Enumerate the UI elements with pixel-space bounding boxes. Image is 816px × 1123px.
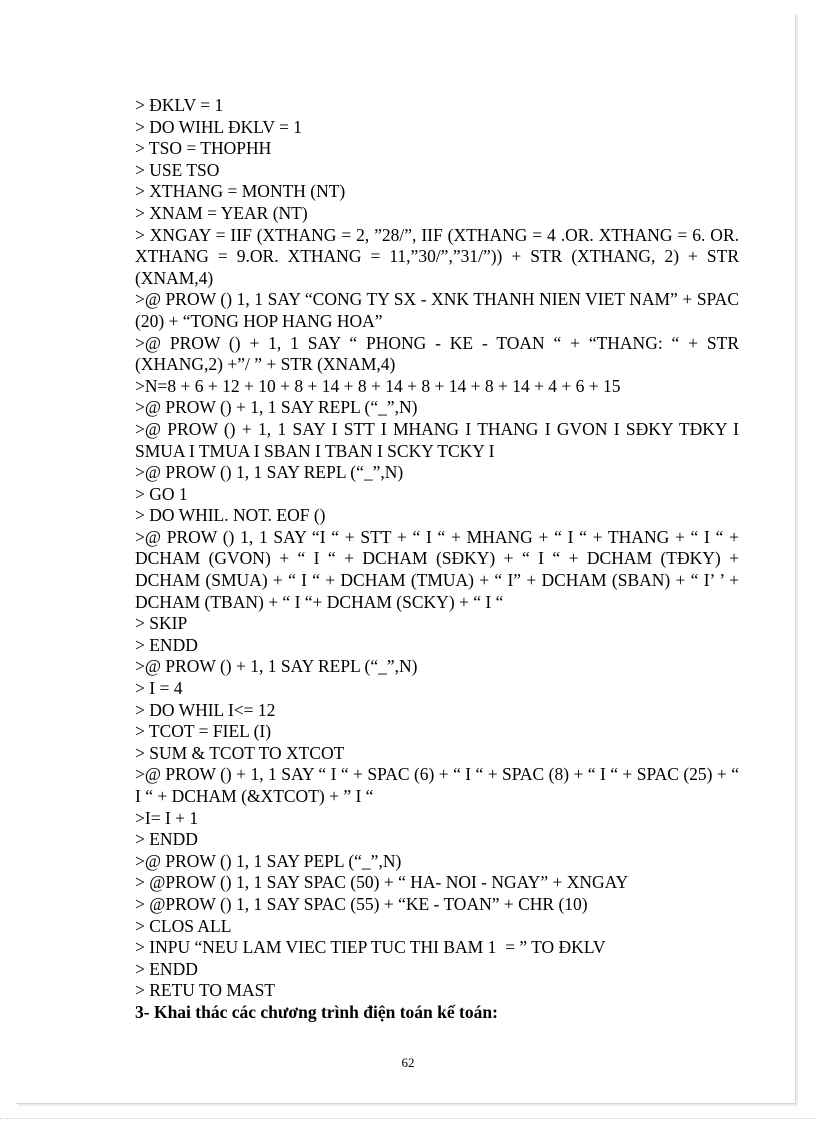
code-line-repl: >@ PROW () + 1, 1 SAY REPL (“_”,N) xyxy=(135,397,418,418)
code-line: > ENDD xyxy=(135,634,198,655)
code-line: > TSO = THOPHH xyxy=(135,138,272,159)
code-paragraph-table-row: >@ PROW () 1, 1 SAY “I “ + STT + “ I “ + MHANG + “ I “ + THANG + “ I “ + DCHAM (GVON) + “ I “ + DCHAM (SĐKY) + “ I “ + DCHAM (TĐKY) + DCHAM (SMUA) + “ I “ + DCHAM (TMUA) + “ I” + DCHAM (SBAN) + “ I’ ’ + DCHAM (TBAN) + “ I “+ DCHAM (SCKY) + “ I “ xyxy=(135,526,739,612)
code-line: > SKIP xyxy=(135,613,188,634)
code-line: > DO WHIL I<= 12 xyxy=(135,699,276,720)
page-number: 62 xyxy=(401,1055,415,1070)
code-paragraph-prow-month: >@ PROW () + 1, 1 SAY “ PHONG - KE - TOAN “ + “THANG: “ + STR (XHANG,2) +”/ ” + STR (XNAM,4) xyxy=(135,332,739,375)
code-line: > SUM & TCOT TO XTCOT xyxy=(135,742,345,763)
code-line: > XNAM = YEAR (NT) xyxy=(135,202,308,223)
code-line: > @PROW () 1, 1 SAY SPAC (50) + “ HA- NOI - NGAY” + XNGAY xyxy=(135,872,629,893)
code-line: >@ PROW () 1, 1 SAY REPL (“_”,N) xyxy=(135,462,404,483)
code-line: > INPU “NEU LAM VIEC TIEP TUC THI BAM 1 = ” TO ĐKLV xyxy=(135,937,606,958)
code-paragraph-table-header: >@ PROW () + 1, 1 SAY I STT I MHANG I THANG I GVON I SĐKY TĐKY I SMUA I TMUA I SBAN I TBAN I SCKY TCKY I xyxy=(135,418,739,461)
code-line: > ENDD xyxy=(135,829,198,850)
document-body xyxy=(135,95,739,1024)
code-line: >@ PROW () 1, 1 SAY PEPL (“_”,N) xyxy=(135,850,402,871)
code-paragraph-xngay: > XNGAY = IIF (XTHANG = 2, ”28/”, IIF (XTHANG = 4 .OR. XTHANG = 6. OR. XTHANG = 9.OR. XTHANG = 11,”30/”,”31/”)) + STR (XTHANG, 2) + STR (XNAM,4) xyxy=(135,224,739,288)
code-line: > I = 4 xyxy=(135,678,183,699)
code-line-n: >N=8 + 6 + 12 + 10 + 8 + 14 + 8 + 14 + 8 + 14 + 8 + 14 + 4 + 6 + 15 xyxy=(135,375,621,396)
code-line: > CLOS ALL xyxy=(135,915,232,936)
code-line: > USE TSO xyxy=(135,159,220,180)
code-line: > DO WIHL ĐKLV = 1 xyxy=(135,116,303,137)
page-bottom-rule xyxy=(0,1118,816,1120)
code-line: > ĐKLV = 1 xyxy=(135,95,224,115)
code-line: > @PROW () 1, 1 SAY SPAC (55) + “KE - TOAN” + CHR (10) xyxy=(135,893,588,914)
code-line: >I= I + 1 xyxy=(135,807,199,828)
code-line: > DO WHIL. NOT. EOF () xyxy=(135,505,326,526)
code-line: > TCOT = FIEL (I) xyxy=(135,721,272,742)
section-heading: 3- Khai thác các chương trình điện toán kế toán: xyxy=(135,1001,498,1022)
code-line: > ENDD xyxy=(135,958,198,979)
code-line: > GO 1 xyxy=(135,483,188,504)
code-paragraph-sum-row: >@ PROW () + 1, 1 SAY “ I “ + SPAC (6) + “ I “ + SPAC (8) + “ I “ + SPAC (25) + “ I “ + DCHAM (&XTCOT) + ” I “ xyxy=(135,764,739,806)
code-paragraph-prow-title: >@ PROW () 1, 1 SAY “CONG TY SX - XNK THANH NIEN VIET NAM” + SPAC (20) + “TONG HOP HANG HOA” xyxy=(135,289,739,331)
code-line: > RETU TO MAST xyxy=(135,980,275,1001)
code-line: > XTHANG = MONTH (NT) xyxy=(135,181,346,202)
code-line: >@ PROW () + 1, 1 SAY REPL (“_”,N) xyxy=(135,656,418,677)
